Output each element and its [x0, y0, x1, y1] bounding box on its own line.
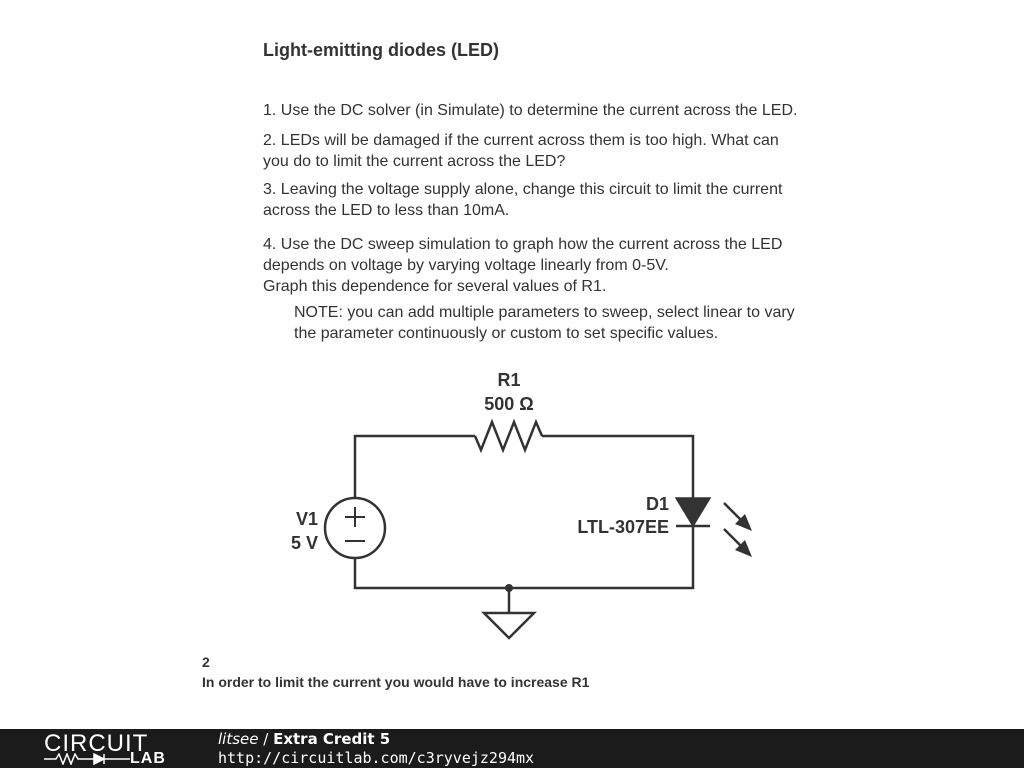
footer-project-title[interactable]: Extra Credit 5: [273, 730, 391, 748]
logo-text-top: CIRCUIT: [44, 730, 149, 757]
footer-separator: /: [258, 730, 274, 748]
footer-bar: [0, 729, 1024, 768]
wire-top-left: [355, 436, 475, 498]
circuitlab-logo-icon[interactable]: [44, 729, 184, 768]
resistor-name-label: R1: [497, 370, 521, 390]
logo-waveform-icon: [44, 753, 130, 765]
wire-top-right: [542, 436, 693, 498]
footer-project-line: [218, 730, 390, 748]
answer-text: In order to limit the current you would have to increase R1: [202, 674, 590, 690]
question-2: 2. LEDs will be damaged if the current across them is too high. What can you do to limit the current across the LED?: [263, 132, 779, 170]
ground-symbol-icon[interactable]: [484, 613, 534, 638]
resistor-value-label: 500 Ω: [484, 394, 534, 414]
diode-part-label: LTL-307EE: [577, 517, 669, 537]
question-1: 1. Use the DC solver (in Simulate) to determine the current across the LED.: [263, 102, 798, 119]
diode-name-label: D1: [645, 494, 669, 514]
footer-url-link[interactable]: http://circuitlab.com/c3ryvejz294mx: [218, 749, 535, 767]
logo-text-bottom: LAB: [130, 750, 166, 767]
footer-user-link[interactable]: litsee: [218, 730, 259, 748]
source-name-label: V1: [295, 509, 318, 529]
note-text: NOTE: you can add multiple parameters to sweep, select linear to vary the parameter continuously or custom to set specific values.: [294, 304, 795, 342]
question-3: 3. Leaving the voltage supply alone, change this circuit to limit the current across the LED to less than 10mA.: [263, 181, 783, 219]
junction-dot: [505, 584, 513, 592]
led-symbol-icon[interactable]: [676, 498, 710, 526]
source-value-label: 5 V: [290, 533, 318, 553]
page-title: Light-emitting diodes (LED): [263, 40, 499, 60]
resistor-symbol-icon[interactable]: [475, 422, 542, 450]
question-4: 4. Use the DC sweep simulation to graph how the current across the LED depends on voltage by varying voltage linearly from 0-5V. Graph this dependence for several values of R1.: [263, 236, 783, 295]
answer-number: 2: [202, 654, 210, 670]
